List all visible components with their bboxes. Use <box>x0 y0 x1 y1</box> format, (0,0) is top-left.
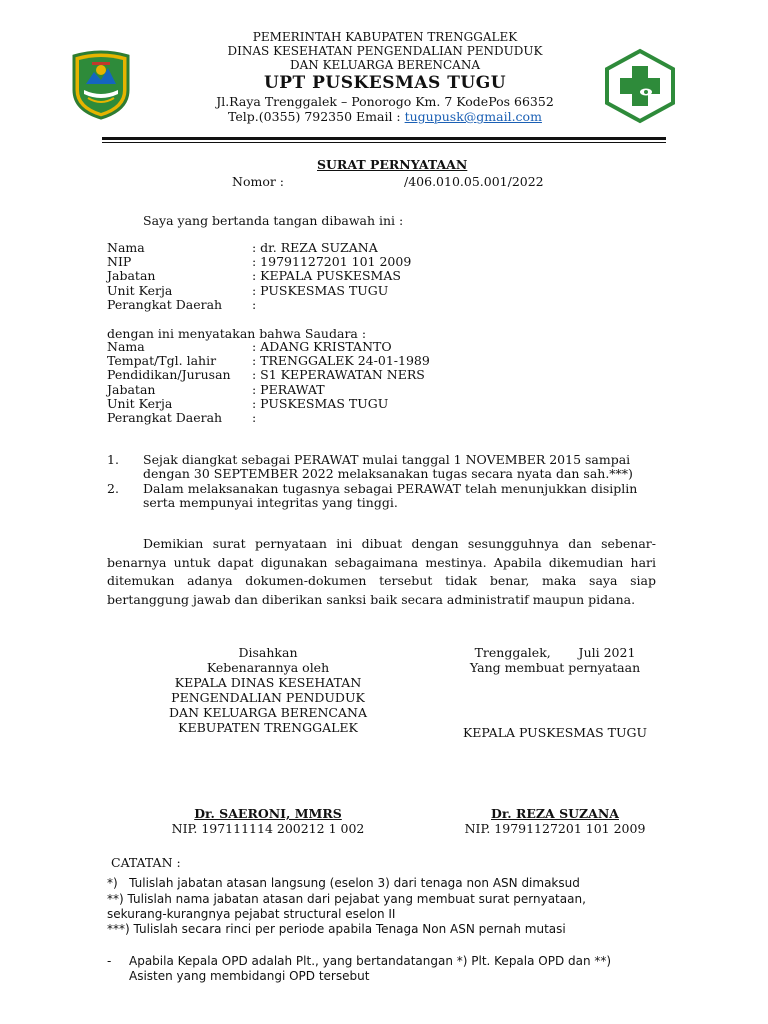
field-value: : S1 KEPERAWATAN NERS <box>252 367 425 382</box>
point-text: dengan 30 SEPTEMBER 2022 melaksanakan tugas secara nyata dan sah.***) <box>143 466 633 481</box>
letterhead-phone: Telp.(0355) 792350 Email : <box>228 109 405 124</box>
signature-left <box>138 645 398 735</box>
sig-left-line: DAN KELUARGA BERENCANA <box>169 705 367 720</box>
letterhead-department-cont: DAN KELUARGA BERENCANA <box>289 58 481 72</box>
sig-right-place-date: Trenggalek, Juli 2021 <box>474 645 636 660</box>
field-label: Nama <box>107 240 145 255</box>
email-link[interactable]: tugupusk@gmail.com <box>404 109 542 124</box>
letterhead <box>180 30 590 124</box>
regency-emblem-icon <box>70 50 132 120</box>
sig-left-nip: NIP. 197111114 200212 1 002 <box>171 821 365 836</box>
point-text: serta mempunyai integritas yang tinggi. <box>143 495 398 510</box>
field-value: : PUSKESMAS TUGU <box>252 396 389 411</box>
sig-left-line: PENGENDALIAN PENDUDUK <box>171 690 365 705</box>
note-2-cont: sekurang-kurangnya pejabat structural eselon II <box>107 907 396 921</box>
letterhead-contact <box>180 109 590 124</box>
field-value: : ADANG KRISTANTO <box>252 339 392 354</box>
field-value: : <box>252 410 257 425</box>
sig-left-line: KEPALA DINAS KESEHATAN <box>174 675 362 690</box>
field-label: Jabatan <box>107 268 156 283</box>
note-dash-text-cont: Asisten yang membidangi OPD tersebut <box>129 969 370 983</box>
letterhead-rule-thick <box>102 137 666 140</box>
sig-left-line: KEBUPATEN TRENGGALEK <box>178 720 358 735</box>
field-label: Tempat/Tgl. lahir <box>107 353 217 368</box>
declaration-intro: dengan ini menyatakan bahwa Saudara : <box>107 326 367 341</box>
field-value: : KEPALA PUSKESMAS <box>252 268 401 283</box>
puskesmas-logo <box>604 48 676 124</box>
nomor-label: Nomor : <box>232 174 285 189</box>
intro-text: Saya yang bertanda tangan dibawah ini : <box>143 213 404 228</box>
field-value: : PUSKESMAS TUGU <box>252 283 389 298</box>
sig-right-position: KEPALA PUSKESMAS TUGU <box>462 725 648 740</box>
field-label: Perangkat Daerah <box>107 410 223 425</box>
puskesmas-cross-icon <box>604 48 676 124</box>
letterhead-address: Jl.Raya Trenggalek – Ponorogo Km. 7 KodePos 66352 <box>216 94 554 109</box>
field-label: Pendidikan/Jurusan <box>107 367 231 382</box>
sig-right-nip: NIP. 19791127201 101 2009 <box>464 821 646 836</box>
point-number: 1. <box>107 452 119 467</box>
sig-left-name: Dr. SAERONI, MMRS <box>194 806 342 821</box>
closing-paragraph: Demikian surat pernyataan ini dibuat dengan sesungguhnya dan sebenar-benarnya untuk dapat digunakan sebagaimana mestinya. Apabila dikemudian hari ditemukan adanya dokumen-dokumen tersebut tidak benar, maka saya siap bertanggung jawab dan diberikan sanksi baik secara administratif maupun pidana. <box>107 536 656 607</box>
document-title: SURAT PERNYATAAN <box>317 157 468 172</box>
letterhead-rule-thin <box>102 142 666 143</box>
letterhead-org-name: UPT PUSKESMAS TUGU <box>263 73 507 93</box>
nomor-value: /406.010.05.001/2022 <box>404 174 544 189</box>
note-dash: - <box>107 954 112 968</box>
field-label: Nama <box>107 339 145 354</box>
sig-left-line: Disahkan <box>238 645 298 660</box>
field-value: : dr. REZA SUZANA <box>252 240 378 255</box>
letterhead-government: PEMERINTAH KABUPATEN TRENGGALEK <box>252 30 518 44</box>
field-label: NIP <box>107 254 132 269</box>
point-number: 2. <box>107 481 119 496</box>
letterhead-department: DINAS KESEHATAN PENGENDALIAN PENDUDUK <box>227 44 543 58</box>
field-value: : TRENGGALEK 24-01-1989 <box>252 353 430 368</box>
note-2: **) Tulislah nama jabatan atasan dari pejabat yang membuat surat pernyataan, <box>107 892 586 906</box>
note-3: ***) Tulislah secara rinci per periode apabila Tenaga Non ASN pernah mutasi <box>107 922 566 936</box>
field-label: Unit Kerja <box>107 396 173 411</box>
notes-heading: CATATAN : <box>111 855 181 870</box>
field-label: Jabatan <box>107 382 156 397</box>
point-text: Dalam melaksanakan tugasnya sebagai PERAWAT telah menunjukkan disiplin <box>143 481 638 496</box>
field-label: Perangkat Daerah <box>107 297 223 312</box>
sig-left-line: Kebenarannya oleh <box>206 660 330 675</box>
note-1: *) Tulislah jabatan atasan langsung (eselon 3) dari tenaga non ASN dimaksud <box>107 876 580 890</box>
field-value: : 19791127201 101 2009 <box>252 254 412 269</box>
note-dash-text: Apabila Kepala OPD adalah Plt., yang bertandatangan *) Plt. Kepala OPD dan **) <box>129 954 612 968</box>
regency-emblem <box>70 50 132 120</box>
sig-right-made-by: Yang membuat pernyataan <box>469 660 641 675</box>
field-value: : PERAWAT <box>252 382 325 397</box>
field-value: : <box>252 297 257 312</box>
sig-right-name: Dr. REZA SUZANA <box>491 806 619 821</box>
field-label: Unit Kerja <box>107 283 173 298</box>
point-text: Sejak diangkat sebagai PERAWAT mulai tanggal 1 NOVEMBER 2015 sampai <box>143 452 631 467</box>
